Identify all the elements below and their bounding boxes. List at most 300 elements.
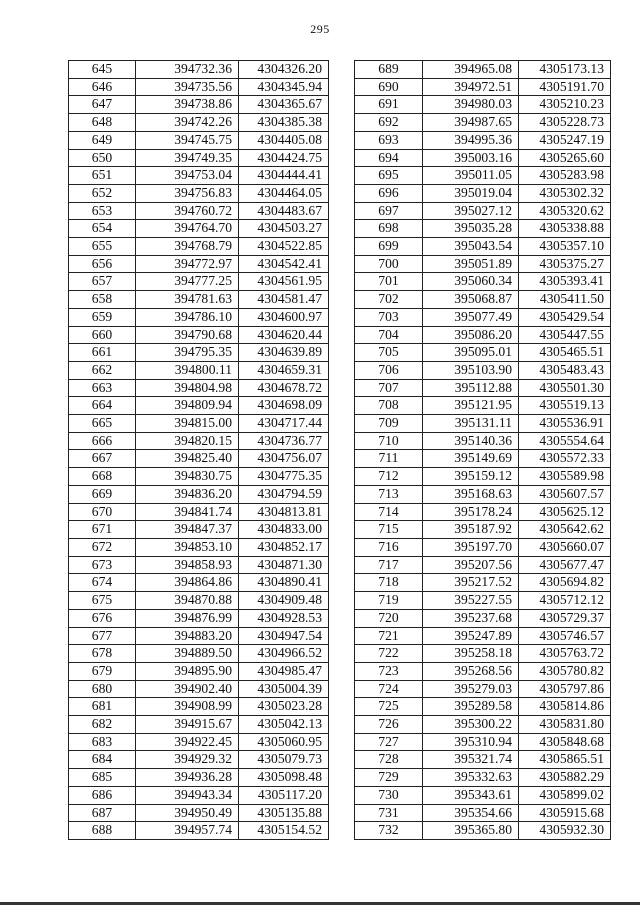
table-row xyxy=(69,645,329,663)
y-coordinate-cell: 4305932.30 xyxy=(519,822,611,840)
table-row xyxy=(355,167,611,185)
y-coordinate-cell: 4304909.48 xyxy=(239,592,329,610)
y-coordinate-cell: 4304871.30 xyxy=(239,556,329,574)
y-coordinate-cell: 4304756.07 xyxy=(239,450,329,468)
table-row xyxy=(355,485,611,503)
point-number-cell: 689 xyxy=(355,61,423,79)
y-coordinate-cell: 4305642.62 xyxy=(519,521,611,539)
table-row xyxy=(69,291,329,309)
point-number-cell: 683 xyxy=(69,733,136,751)
table-row xyxy=(69,769,329,787)
table-row xyxy=(69,751,329,769)
x-coordinate-cell: 395003.16 xyxy=(423,149,519,167)
table-row xyxy=(69,255,329,273)
point-number-cell: 731 xyxy=(355,804,423,822)
table-row xyxy=(69,786,329,804)
point-number-cell: 718 xyxy=(355,574,423,592)
point-number-cell: 674 xyxy=(69,574,136,592)
y-coordinate-cell: 4305625.12 xyxy=(519,503,611,521)
table-row xyxy=(69,308,329,326)
y-coordinate-cell: 4305814.86 xyxy=(519,698,611,716)
x-coordinate-cell: 395365.80 xyxy=(423,822,519,840)
x-coordinate-cell: 394841.74 xyxy=(136,503,239,521)
table-row xyxy=(355,822,611,840)
x-coordinate-cell: 394820.15 xyxy=(136,432,239,450)
y-coordinate-cell: 4304326.20 xyxy=(239,61,329,79)
point-number-cell: 700 xyxy=(355,255,423,273)
y-coordinate-cell: 4304775.35 xyxy=(239,468,329,486)
x-coordinate-cell: 395086.20 xyxy=(423,326,519,344)
table-row xyxy=(69,503,329,521)
y-coordinate-cell: 4305411.50 xyxy=(519,291,611,309)
table-row xyxy=(355,786,611,804)
point-number-cell: 722 xyxy=(355,645,423,663)
x-coordinate-cell: 394756.83 xyxy=(136,184,239,202)
point-number-cell: 663 xyxy=(69,379,136,397)
table-row xyxy=(69,131,329,149)
table-row xyxy=(355,716,611,734)
table-row xyxy=(69,432,329,450)
y-coordinate-cell: 4304483.67 xyxy=(239,202,329,220)
y-coordinate-cell: 4304600.97 xyxy=(239,308,329,326)
point-number-cell: 698 xyxy=(355,220,423,238)
point-number-cell: 717 xyxy=(355,556,423,574)
point-number-cell: 725 xyxy=(355,698,423,716)
point-number-cell: 703 xyxy=(355,308,423,326)
table-row xyxy=(355,255,611,273)
x-coordinate-cell: 394781.63 xyxy=(136,291,239,309)
x-coordinate-cell: 394836.20 xyxy=(136,485,239,503)
point-number-cell: 732 xyxy=(355,822,423,840)
point-number-cell: 709 xyxy=(355,415,423,433)
x-coordinate-cell: 395131.11 xyxy=(423,415,519,433)
y-coordinate-cell: 4305865.51 xyxy=(519,751,611,769)
x-coordinate-cell: 394980.03 xyxy=(423,96,519,114)
y-coordinate-cell: 4305393.41 xyxy=(519,273,611,291)
x-coordinate-cell: 394922.45 xyxy=(136,733,239,751)
point-number-cell: 664 xyxy=(69,397,136,415)
y-coordinate-cell: 4304464.05 xyxy=(239,184,329,202)
x-coordinate-cell: 395227.55 xyxy=(423,592,519,610)
point-number-cell: 658 xyxy=(69,291,136,309)
y-coordinate-cell: 4305210.23 xyxy=(519,96,611,114)
point-number-cell: 692 xyxy=(355,114,423,132)
point-number-cell: 651 xyxy=(69,167,136,185)
y-coordinate-cell: 4305429.54 xyxy=(519,308,611,326)
point-number-cell: 647 xyxy=(69,96,136,114)
x-coordinate-cell: 395077.49 xyxy=(423,308,519,326)
table-row xyxy=(355,361,611,379)
coordinates-table-right xyxy=(354,60,611,840)
point-number-cell: 691 xyxy=(355,96,423,114)
y-coordinate-cell: 4305135.88 xyxy=(239,804,329,822)
table-row xyxy=(355,220,611,238)
x-coordinate-cell: 394760.72 xyxy=(136,202,239,220)
x-coordinate-cell: 395103.90 xyxy=(423,361,519,379)
point-number-cell: 681 xyxy=(69,698,136,716)
point-number-cell: 711 xyxy=(355,450,423,468)
point-number-cell: 730 xyxy=(355,786,423,804)
y-coordinate-cell: 4305265.60 xyxy=(519,149,611,167)
x-coordinate-cell: 394902.40 xyxy=(136,680,239,698)
table-row xyxy=(355,397,611,415)
y-coordinate-cell: 4305572.33 xyxy=(519,450,611,468)
point-number-cell: 675 xyxy=(69,592,136,610)
table-row xyxy=(69,716,329,734)
table-row xyxy=(69,662,329,680)
point-number-cell: 716 xyxy=(355,538,423,556)
point-number-cell: 712 xyxy=(355,468,423,486)
x-coordinate-cell: 395310.94 xyxy=(423,733,519,751)
point-number-cell: 715 xyxy=(355,521,423,539)
x-coordinate-cell: 394895.90 xyxy=(136,662,239,680)
table-row xyxy=(69,184,329,202)
y-coordinate-cell: 4305357.10 xyxy=(519,238,611,256)
point-number-cell: 714 xyxy=(355,503,423,521)
x-coordinate-cell: 394809.94 xyxy=(136,397,239,415)
table-row xyxy=(355,149,611,167)
point-number-cell: 702 xyxy=(355,291,423,309)
y-coordinate-cell: 4304794.59 xyxy=(239,485,329,503)
point-number-cell: 679 xyxy=(69,662,136,680)
point-number-cell: 661 xyxy=(69,344,136,362)
table-row xyxy=(69,238,329,256)
x-coordinate-cell: 394987.65 xyxy=(423,114,519,132)
y-coordinate-cell: 4304345.94 xyxy=(239,78,329,96)
table-row xyxy=(355,291,611,309)
x-coordinate-cell: 395321.74 xyxy=(423,751,519,769)
point-number-cell: 696 xyxy=(355,184,423,202)
table-row xyxy=(69,61,329,79)
table-row xyxy=(355,592,611,610)
y-coordinate-cell: 4304813.81 xyxy=(239,503,329,521)
x-coordinate-cell: 395178.24 xyxy=(423,503,519,521)
point-number-cell: 670 xyxy=(69,503,136,521)
x-coordinate-cell: 394804.98 xyxy=(136,379,239,397)
point-number-cell: 672 xyxy=(69,538,136,556)
x-coordinate-cell: 394995.36 xyxy=(423,131,519,149)
point-number-cell: 704 xyxy=(355,326,423,344)
x-coordinate-cell: 394768.79 xyxy=(136,238,239,256)
table-row xyxy=(69,202,329,220)
table-row xyxy=(355,751,611,769)
x-coordinate-cell: 394929.32 xyxy=(136,751,239,769)
table-row xyxy=(69,680,329,698)
x-coordinate-cell: 394847.37 xyxy=(136,521,239,539)
table-row xyxy=(355,556,611,574)
point-number-cell: 653 xyxy=(69,202,136,220)
point-number-cell: 656 xyxy=(69,255,136,273)
point-number-cell: 665 xyxy=(69,415,136,433)
table-row xyxy=(355,538,611,556)
point-number-cell: 693 xyxy=(355,131,423,149)
y-coordinate-cell: 4305536.91 xyxy=(519,415,611,433)
y-coordinate-cell: 4305247.19 xyxy=(519,131,611,149)
x-coordinate-cell: 395354.66 xyxy=(423,804,519,822)
x-coordinate-cell: 394786.10 xyxy=(136,308,239,326)
point-number-cell: 686 xyxy=(69,786,136,804)
table-row xyxy=(355,468,611,486)
y-coordinate-cell: 4304581.47 xyxy=(239,291,329,309)
y-coordinate-cell: 4305763.72 xyxy=(519,645,611,663)
x-coordinate-cell: 394853.10 xyxy=(136,538,239,556)
table-row xyxy=(355,627,611,645)
y-coordinate-cell: 4305554.64 xyxy=(519,432,611,450)
y-coordinate-cell: 4305117.20 xyxy=(239,786,329,804)
table-row xyxy=(69,379,329,397)
point-number-cell: 729 xyxy=(355,769,423,787)
x-coordinate-cell: 394777.25 xyxy=(136,273,239,291)
y-coordinate-cell: 4304542.41 xyxy=(239,255,329,273)
point-number-cell: 719 xyxy=(355,592,423,610)
table-row xyxy=(69,627,329,645)
table-row xyxy=(69,468,329,486)
y-coordinate-cell: 4305060.95 xyxy=(239,733,329,751)
x-coordinate-cell: 395247.89 xyxy=(423,627,519,645)
table-row xyxy=(69,450,329,468)
table-row xyxy=(69,326,329,344)
table-row xyxy=(69,167,329,185)
x-coordinate-cell: 394738.86 xyxy=(136,96,239,114)
x-coordinate-cell: 395011.05 xyxy=(423,167,519,185)
x-coordinate-cell: 395289.58 xyxy=(423,698,519,716)
table-row xyxy=(69,556,329,574)
table-row xyxy=(69,361,329,379)
y-coordinate-cell: 4305042.13 xyxy=(239,716,329,734)
point-number-cell: 678 xyxy=(69,645,136,663)
table-row xyxy=(69,822,329,840)
point-number-cell: 645 xyxy=(69,61,136,79)
table-row xyxy=(355,202,611,220)
point-number-cell: 659 xyxy=(69,308,136,326)
y-coordinate-cell: 4305797.86 xyxy=(519,680,611,698)
point-number-cell: 721 xyxy=(355,627,423,645)
table-row xyxy=(69,698,329,716)
x-coordinate-cell: 395168.63 xyxy=(423,485,519,503)
table-row xyxy=(355,733,611,751)
x-coordinate-cell: 394858.93 xyxy=(136,556,239,574)
y-coordinate-cell: 4305712.12 xyxy=(519,592,611,610)
table-row xyxy=(355,78,611,96)
y-coordinate-cell: 4304698.09 xyxy=(239,397,329,415)
x-coordinate-cell: 395187.92 xyxy=(423,521,519,539)
y-coordinate-cell: 4305483.43 xyxy=(519,361,611,379)
y-coordinate-cell: 4305694.82 xyxy=(519,574,611,592)
y-coordinate-cell: 4304659.31 xyxy=(239,361,329,379)
x-coordinate-cell: 395279.03 xyxy=(423,680,519,698)
y-coordinate-cell: 4304522.85 xyxy=(239,238,329,256)
y-coordinate-cell: 4305338.88 xyxy=(519,220,611,238)
table-row xyxy=(355,61,611,79)
table-row xyxy=(355,450,611,468)
table-row xyxy=(355,96,611,114)
x-coordinate-cell: 394864.86 xyxy=(136,574,239,592)
x-coordinate-cell: 395237.68 xyxy=(423,609,519,627)
table-row xyxy=(355,273,611,291)
table-row xyxy=(355,574,611,592)
point-number-cell: 680 xyxy=(69,680,136,698)
point-number-cell: 726 xyxy=(355,716,423,734)
point-number-cell: 682 xyxy=(69,716,136,734)
point-number-cell: 720 xyxy=(355,609,423,627)
table-row xyxy=(69,114,329,132)
y-coordinate-cell: 4304947.54 xyxy=(239,627,329,645)
y-coordinate-cell: 4305677.47 xyxy=(519,556,611,574)
table-row xyxy=(355,521,611,539)
table-row xyxy=(69,538,329,556)
y-coordinate-cell: 4305283.98 xyxy=(519,167,611,185)
point-number-cell: 650 xyxy=(69,149,136,167)
x-coordinate-cell: 395140.36 xyxy=(423,432,519,450)
y-coordinate-cell: 4305004.39 xyxy=(239,680,329,698)
y-coordinate-cell: 4304405.08 xyxy=(239,131,329,149)
point-number-cell: 684 xyxy=(69,751,136,769)
point-number-cell: 646 xyxy=(69,78,136,96)
x-coordinate-cell: 395027.12 xyxy=(423,202,519,220)
y-coordinate-cell: 4305173.13 xyxy=(519,61,611,79)
y-coordinate-cell: 4305375.27 xyxy=(519,255,611,273)
x-coordinate-cell: 395159.12 xyxy=(423,468,519,486)
x-coordinate-cell: 394732.36 xyxy=(136,61,239,79)
y-coordinate-cell: 4304385.38 xyxy=(239,114,329,132)
x-coordinate-cell: 395258.18 xyxy=(423,645,519,663)
y-coordinate-cell: 4305780.82 xyxy=(519,662,611,680)
point-number-cell: 727 xyxy=(355,733,423,751)
y-coordinate-cell: 4305729.37 xyxy=(519,609,611,627)
point-number-cell: 687 xyxy=(69,804,136,822)
y-coordinate-cell: 4304639.89 xyxy=(239,344,329,362)
y-coordinate-cell: 4305465.51 xyxy=(519,344,611,362)
table-row xyxy=(355,769,611,787)
table-row xyxy=(355,184,611,202)
page-number: 295 xyxy=(310,22,330,36)
table-row xyxy=(355,609,611,627)
table-row xyxy=(355,698,611,716)
x-coordinate-cell: 394742.26 xyxy=(136,114,239,132)
table-row xyxy=(69,344,329,362)
y-coordinate-cell: 4305079.73 xyxy=(239,751,329,769)
x-coordinate-cell: 395217.52 xyxy=(423,574,519,592)
x-coordinate-cell: 394735.56 xyxy=(136,78,239,96)
table-row xyxy=(69,521,329,539)
table-row xyxy=(69,592,329,610)
point-number-cell: 690 xyxy=(355,78,423,96)
point-number-cell: 688 xyxy=(69,822,136,840)
y-coordinate-cell: 4305848.68 xyxy=(519,733,611,751)
point-number-cell: 695 xyxy=(355,167,423,185)
point-number-cell: 723 xyxy=(355,662,423,680)
y-coordinate-cell: 4305831.80 xyxy=(519,716,611,734)
y-coordinate-cell: 4305320.62 xyxy=(519,202,611,220)
x-coordinate-cell: 395197.70 xyxy=(423,538,519,556)
x-coordinate-cell: 395343.61 xyxy=(423,786,519,804)
x-coordinate-cell: 394915.67 xyxy=(136,716,239,734)
point-number-cell: 713 xyxy=(355,485,423,503)
x-coordinate-cell: 394745.75 xyxy=(136,131,239,149)
table-row xyxy=(69,574,329,592)
point-number-cell: 697 xyxy=(355,202,423,220)
x-coordinate-cell: 395332.63 xyxy=(423,769,519,787)
point-number-cell: 724 xyxy=(355,680,423,698)
x-coordinate-cell: 395300.22 xyxy=(423,716,519,734)
point-number-cell: 728 xyxy=(355,751,423,769)
point-number-cell: 707 xyxy=(355,379,423,397)
y-coordinate-cell: 4305607.57 xyxy=(519,485,611,503)
y-coordinate-cell: 4304561.95 xyxy=(239,273,329,291)
x-coordinate-cell: 394950.49 xyxy=(136,804,239,822)
y-coordinate-cell: 4304833.00 xyxy=(239,521,329,539)
y-coordinate-cell: 4305228.73 xyxy=(519,114,611,132)
point-number-cell: 671 xyxy=(69,521,136,539)
y-coordinate-cell: 4305302.32 xyxy=(519,184,611,202)
x-coordinate-cell: 395019.04 xyxy=(423,184,519,202)
table-row xyxy=(355,238,611,256)
y-coordinate-cell: 4304503.27 xyxy=(239,220,329,238)
table-row xyxy=(355,344,611,362)
y-coordinate-cell: 4304966.52 xyxy=(239,645,329,663)
table-row xyxy=(69,78,329,96)
x-coordinate-cell: 394795.35 xyxy=(136,344,239,362)
y-coordinate-cell: 4304678.72 xyxy=(239,379,329,397)
x-coordinate-cell: 395035.28 xyxy=(423,220,519,238)
table-row xyxy=(69,609,329,627)
table-row xyxy=(355,326,611,344)
x-coordinate-cell: 395207.56 xyxy=(423,556,519,574)
table-row xyxy=(355,503,611,521)
x-coordinate-cell: 395051.89 xyxy=(423,255,519,273)
point-number-cell: 662 xyxy=(69,361,136,379)
x-coordinate-cell: 394889.50 xyxy=(136,645,239,663)
x-coordinate-cell: 395060.34 xyxy=(423,273,519,291)
y-coordinate-cell: 4304620.44 xyxy=(239,326,329,344)
table-row xyxy=(355,662,611,680)
y-coordinate-cell: 4304736.77 xyxy=(239,432,329,450)
point-number-cell: 699 xyxy=(355,238,423,256)
x-coordinate-cell: 394825.40 xyxy=(136,450,239,468)
point-number-cell: 677 xyxy=(69,627,136,645)
x-coordinate-cell: 394965.08 xyxy=(423,61,519,79)
y-coordinate-cell: 4305660.07 xyxy=(519,538,611,556)
table-row xyxy=(355,432,611,450)
x-coordinate-cell: 394972.51 xyxy=(423,78,519,96)
table-row xyxy=(355,131,611,149)
point-number-cell: 676 xyxy=(69,609,136,627)
x-coordinate-cell: 394943.34 xyxy=(136,786,239,804)
point-number-cell: 669 xyxy=(69,485,136,503)
point-number-cell: 655 xyxy=(69,238,136,256)
y-coordinate-cell: 4305023.28 xyxy=(239,698,329,716)
point-number-cell: 660 xyxy=(69,326,136,344)
table-row xyxy=(355,645,611,663)
table-row xyxy=(355,308,611,326)
x-coordinate-cell: 394876.99 xyxy=(136,609,239,627)
point-number-cell: 668 xyxy=(69,468,136,486)
y-coordinate-cell: 4305154.52 xyxy=(239,822,329,840)
y-coordinate-cell: 4304985.47 xyxy=(239,662,329,680)
y-coordinate-cell: 4304852.17 xyxy=(239,538,329,556)
point-number-cell: 685 xyxy=(69,769,136,787)
y-coordinate-cell: 4304717.44 xyxy=(239,415,329,433)
x-coordinate-cell: 395068.87 xyxy=(423,291,519,309)
point-number-cell: 654 xyxy=(69,220,136,238)
table-row xyxy=(355,114,611,132)
y-coordinate-cell: 4305915.68 xyxy=(519,804,611,822)
coordinates-table-left xyxy=(68,60,329,840)
x-coordinate-cell: 394753.04 xyxy=(136,167,239,185)
table-row xyxy=(69,804,329,822)
x-coordinate-cell: 395112.88 xyxy=(423,379,519,397)
y-coordinate-cell: 4305191.70 xyxy=(519,78,611,96)
